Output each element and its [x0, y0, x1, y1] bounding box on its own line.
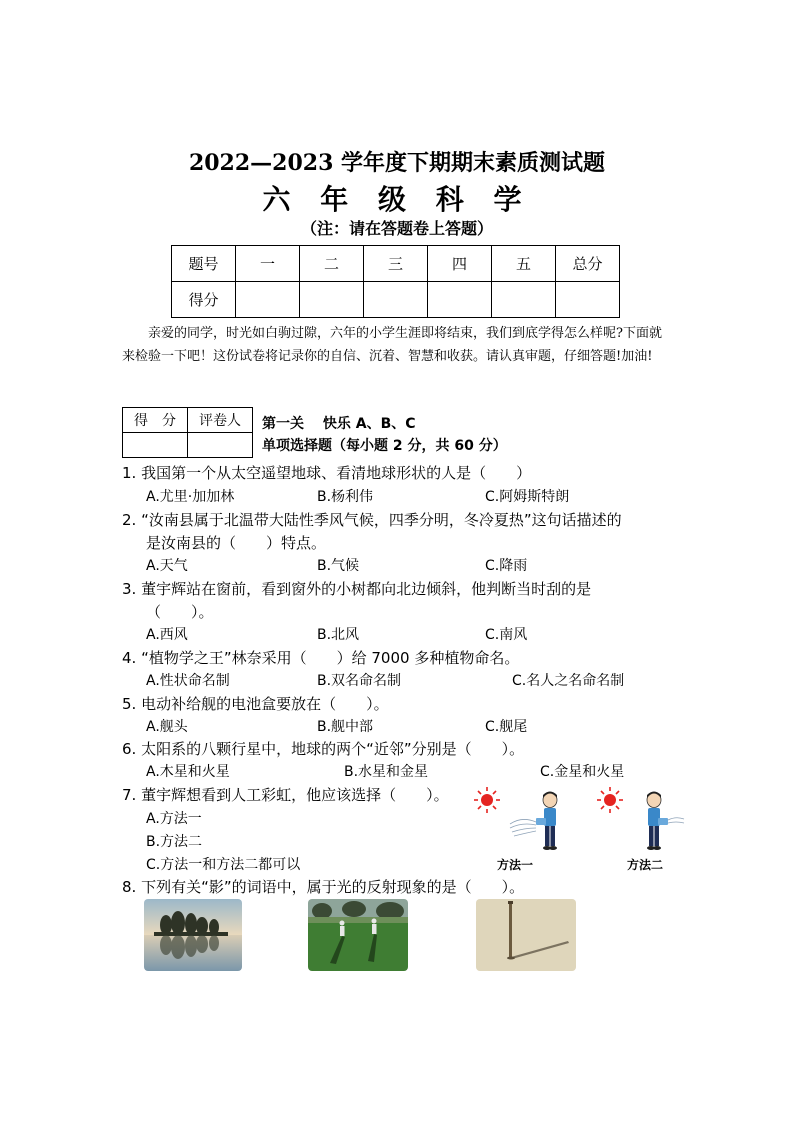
- method-2-illustration: [590, 786, 690, 854]
- question-1: 1. 我国第一个从太空遥望地球、看清地球形状的人是（ ）: [122, 464, 532, 482]
- question-5: 5. 电动补给舰的电池盒要放在（ ）。: [122, 695, 389, 713]
- score-table-score-row: [172, 282, 620, 318]
- option-6b[interactable]: B.水星和金星: [344, 764, 429, 780]
- score-table-empty-cell[interactable]: [236, 282, 300, 318]
- score-table-cell: 三: [364, 246, 428, 282]
- playground-shadow-photo[interactable]: [308, 899, 408, 971]
- boy-figure: [647, 792, 668, 851]
- option-5b[interactable]: B.舰中部: [317, 719, 374, 735]
- question-2-cont: 是汝南县的（ ）特点。: [146, 534, 327, 552]
- boy-figure: [536, 792, 557, 851]
- score-table-cell: 四: [428, 246, 492, 282]
- question-4: 4. “植物学之王”林奈采用（ ）给 7000 多种植物命名。: [122, 649, 520, 667]
- option-6c[interactable]: C.金星和火星: [540, 764, 625, 780]
- water-spray-icon: [510, 819, 536, 836]
- question-2: 2. “汝南县属于北温带大陆性季风气候，四季分明，冬冷夏热”这句话描述的: [122, 511, 622, 529]
- score-table-cell: 得分: [172, 282, 236, 318]
- intro-paragraph: 亲爱的同学，时光如白驹过隙，六年的小学生涯即将结束，我们到底学得怎么样呢?下面就来检验一下吧！这份试卷将记录你的自信、沉着、智慧和收获。请认真审题，仔细答题!加油!: [122, 326, 662, 364]
- score-table-empty-cell[interactable]: [428, 282, 492, 318]
- question-3-cont: （ ）。: [146, 603, 214, 621]
- method-1-caption: 方法一: [497, 858, 534, 872]
- question-7: 7. 董宇辉想看到人工彩虹，他应该选择（ ）。: [122, 786, 449, 804]
- option-5c[interactable]: C.舰尾: [485, 719, 528, 735]
- section-subtitle: 单项选择题（每小题 2 分，共 60 分）: [262, 438, 507, 454]
- option-6a[interactable]: A.木星和火星: [146, 764, 230, 780]
- option-7a[interactable]: A.方法一: [146, 811, 202, 827]
- pole-shadow-photo[interactable]: [476, 899, 576, 971]
- option-7c[interactable]: C.方法一和方法二都可以: [146, 857, 301, 873]
- score-table-cell: 题号: [172, 246, 236, 282]
- score-table-empty-cell[interactable]: [364, 282, 428, 318]
- score-table-cell: 一: [236, 246, 300, 282]
- option-1b[interactable]: B.杨利伟: [317, 489, 374, 505]
- method-1-illustration: [470, 786, 590, 854]
- score-table-empty-cell[interactable]: [300, 282, 364, 318]
- score-table: [171, 245, 620, 318]
- option-1a[interactable]: A.尤里·加加林: [146, 489, 235, 505]
- section-title: 第一关 快乐 A、B、C: [262, 416, 416, 432]
- grader-score-cell[interactable]: [123, 433, 188, 458]
- grader-name-label: 评卷人: [188, 408, 253, 433]
- sun-icon: [474, 787, 500, 813]
- grader-score-label: 得 分: [123, 408, 188, 433]
- score-table-cell: 总分: [556, 246, 620, 282]
- water-spray-icon: [668, 818, 684, 823]
- grader-box: [122, 407, 253, 458]
- score-table-cell: 二: [300, 246, 364, 282]
- option-7b[interactable]: B.方法二: [146, 834, 203, 850]
- lake-reflection-photo[interactable]: [144, 899, 242, 971]
- exam-note: （注：请在答题卷上答题）: [300, 219, 493, 238]
- question-6: 6. 太阳系的八颗行星中，地球的两个“近邻”分别是（ ）。: [122, 740, 525, 758]
- option-1c[interactable]: C.阿姆斯特朗: [485, 489, 570, 505]
- option-4a[interactable]: A.性状命名制: [146, 673, 230, 689]
- option-4c[interactable]: C.名人之名命名制: [512, 673, 625, 689]
- score-table-header-row: [172, 246, 620, 282]
- option-3b[interactable]: B.北风: [317, 627, 360, 643]
- option-4b[interactable]: B.双名命名制: [317, 673, 402, 689]
- subject-title: 六 年 级 科 学: [262, 183, 532, 216]
- option-2b[interactable]: B.气候: [317, 558, 360, 574]
- option-3a[interactable]: A.西风: [146, 627, 188, 643]
- score-table-empty-cell[interactable]: [492, 282, 556, 318]
- method-2-caption: 方法二: [627, 858, 664, 872]
- score-table-empty-cell[interactable]: [556, 282, 620, 318]
- question-3: 3. 董宇辉站在窗前，看到窗外的小树都向北边倾斜，他判断当时刮的是: [122, 580, 592, 598]
- sun-icon: [597, 787, 623, 813]
- option-2c[interactable]: C.降雨: [485, 558, 528, 574]
- score-table-cell: 五: [492, 246, 556, 282]
- option-3c[interactable]: C.南风: [485, 627, 528, 643]
- grader-name-cell[interactable]: [188, 433, 253, 458]
- exam-title: 2022—2023 学年度下期期末素质测试题: [188, 150, 606, 176]
- question-8: 8. 下列有关“影”的词语中，属于光的反射现象的是（ ）。: [122, 878, 525, 896]
- option-2a[interactable]: A.天气: [146, 558, 188, 574]
- option-5a[interactable]: A.舰头: [146, 719, 188, 735]
